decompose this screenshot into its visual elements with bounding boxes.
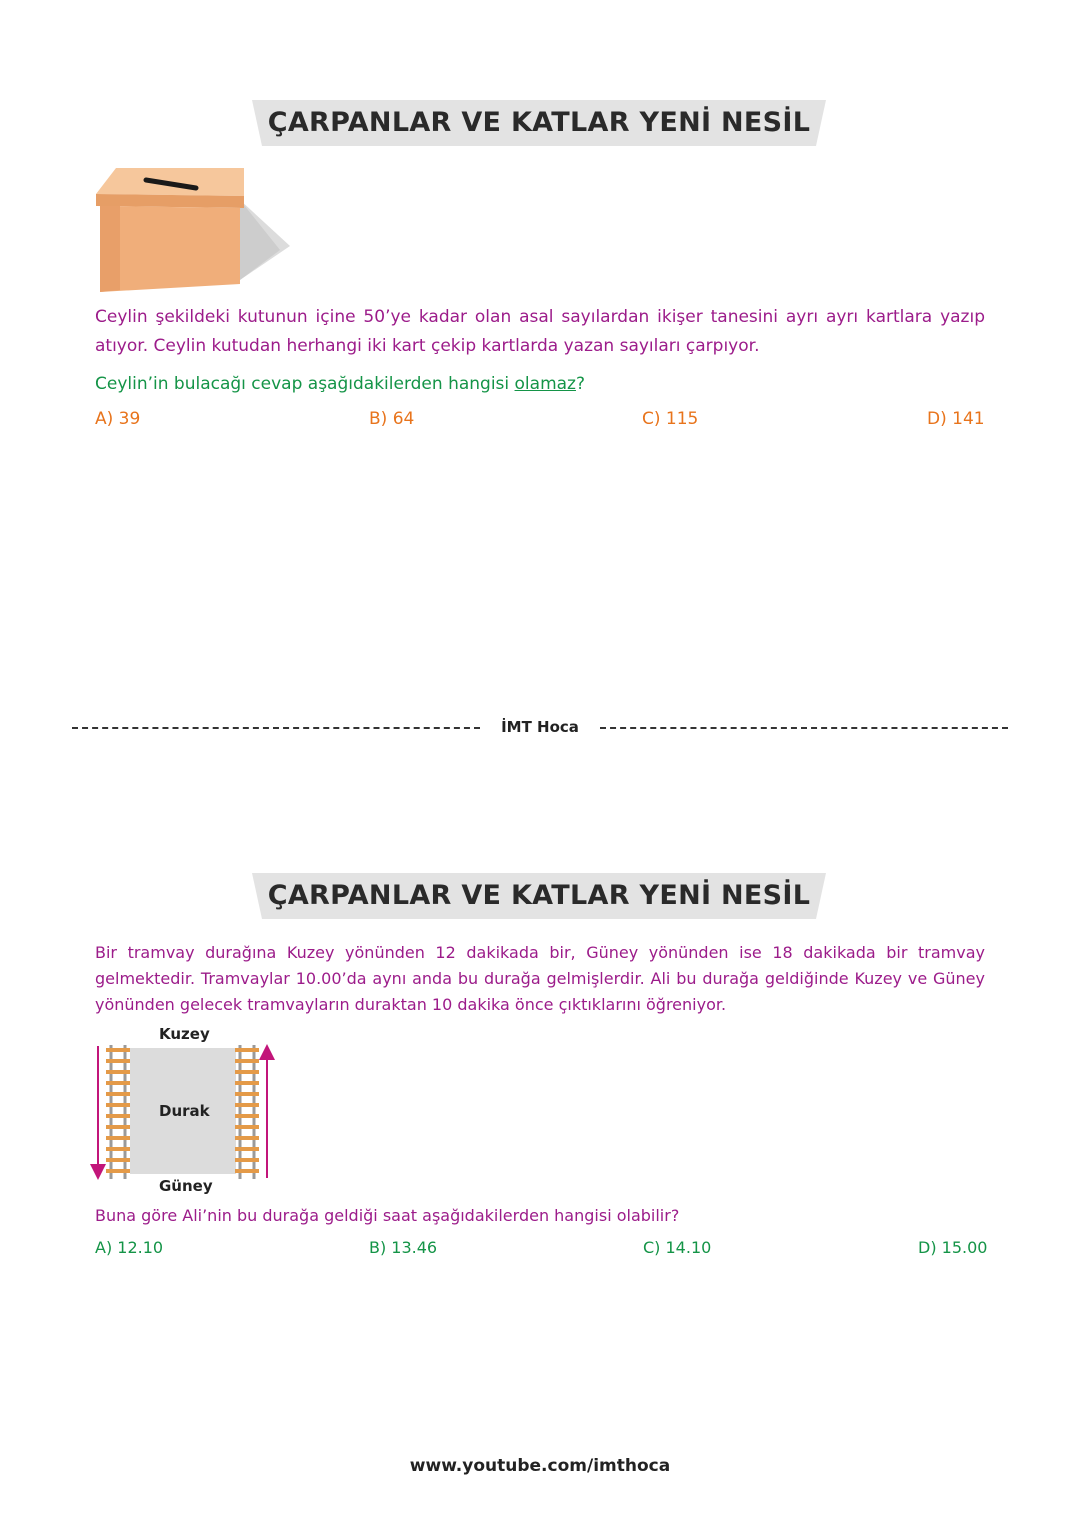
question-1-option-a[interactable]: A) 39 xyxy=(95,409,141,429)
question-1-ask-suffix: ? xyxy=(575,374,586,394)
divider-right xyxy=(600,727,1008,729)
diagram-south-label: Güney xyxy=(159,1177,213,1195)
left-track xyxy=(106,1045,130,1179)
ballot-box-image xyxy=(90,160,295,300)
divider-label: İMT Hoca xyxy=(501,718,579,736)
question-1-ask xyxy=(95,371,585,397)
footer-url[interactable]: www.youtube.com/imthoca xyxy=(409,1456,671,1476)
question-1-option-d[interactable]: D) 141 xyxy=(927,409,985,429)
question-1-banner xyxy=(250,98,828,148)
question-1-option-c[interactable]: C) 115 xyxy=(642,409,699,429)
question-2-ask: Buna göre Ali’nin bu durağa geldiği saat aşağıdakilerden hangisi olabilir? xyxy=(95,1206,680,1225)
question-2-option-b[interactable]: B) 13.46 xyxy=(369,1238,438,1257)
diagram-center-label: Durak xyxy=(159,1102,210,1120)
question-2-option-c[interactable]: C) 14.10 xyxy=(643,1238,712,1257)
question-1-text: Ceylin şekildeki kutunun içine 50’ye kadar olan asal sayılardan ikişer tanesini ayrı ayrı kartlara yazıp atıyor. Ceylin kutudan herhangi iki kart çekip kartlarda yazan sayıları çarpıyor. xyxy=(95,307,985,356)
right-track xyxy=(235,1045,259,1179)
question-1-title: ÇARPANLAR VE KATLAR YENİ NESİL xyxy=(267,107,811,138)
question-1-option-b[interactable]: B) 64 xyxy=(369,409,415,429)
question-2-text: Bir tramvay durağına Kuzey yönünden 12 dakikada bir, Güney yönünden ise 18 dakikada bir tramvay gelmektedir. Tramvaylar 10.00’da aynı anda bu durağa gelmişlerdir. Ali bu durağa geldiğinde Kuzey ve Güney yönünden gelecek tramvayların duraktan 10 dakika önce çıktıklarını öğreniyor. xyxy=(95,943,985,1014)
question-1-ask-emphasis: olamaz xyxy=(514,374,576,394)
question-2-title: ÇARPANLAR VE KATLAR YENİ NESİL xyxy=(267,880,811,911)
question-2-option-a[interactable]: A) 12.10 xyxy=(95,1238,164,1257)
question-2-banner xyxy=(250,871,828,921)
divider-left xyxy=(72,727,480,729)
question-2-option-d[interactable]: D) 15.00 xyxy=(918,1238,988,1257)
question-1-ask-prefix: Ceylin’in bulacağı cevap aşağıdakilerden hangisi xyxy=(95,374,515,394)
diagram-north-label: Kuzey xyxy=(159,1025,210,1043)
